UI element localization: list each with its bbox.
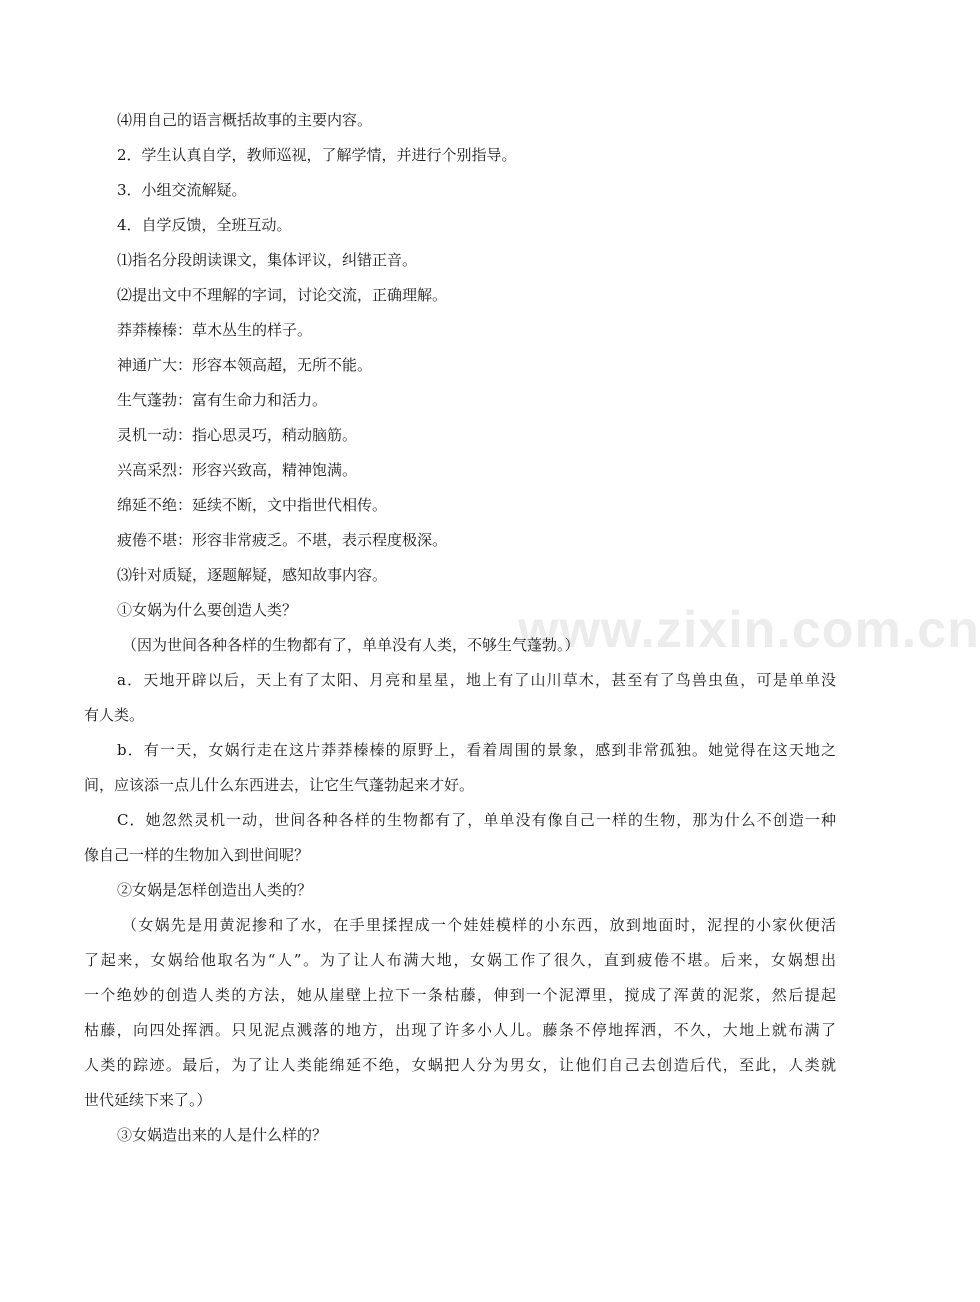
text-line: 人类的踪迹。最后，为了让人类能绵延不绝，女蜗把人分为男女，让他们自己去创造后代，至此，人类就 bbox=[84, 1056, 838, 1074]
text-line: 绵延不绝：延续不断，文中指世代相传。 bbox=[117, 496, 388, 514]
text-line: 灵机一动：指心思灵巧，稍动脑筋。 bbox=[117, 426, 358, 444]
text-line: ①女娲为什么要创造人类？ bbox=[117, 601, 298, 619]
text-line: ⑷用自己的语言概括故事的主要内容。 bbox=[117, 111, 373, 129]
text-line: a．天地开辟以后，天上有了太阳、月亮和星星，地上有了山川草木，甚至有了鸟兽虫鱼，可是单单没 bbox=[117, 671, 838, 689]
text-line: 间，应该添一点儿什么东西进去，让它生气蓬勃起来才好。 bbox=[84, 776, 475, 794]
text-line: 兴高采烈：形容兴致高，精神饱满。 bbox=[117, 461, 358, 479]
text-line: 4．自学反馈，全班互动。 bbox=[117, 216, 292, 234]
text-line: 枯藤，向四处挥洒。只见泥点溅落的地方，出现了许多小人儿。藤条不停地挥洒，不久，大地上就布满了 bbox=[84, 1021, 838, 1039]
text-line: 世代延续下来了。） bbox=[84, 1091, 212, 1109]
text-line: 3．小组交流解疑。 bbox=[117, 181, 247, 199]
text-line: 一个绝妙的创造人类的方法，她从崖壁上拉下一条枯藤，伸到一个泥潭里，搅成了浑黄的泥浆，然后提起 bbox=[84, 986, 838, 1004]
text-line: ②女娲是怎样创造出人类的？ bbox=[117, 881, 313, 899]
text-line: 生气蓬勃：富有生命力和活力。 bbox=[117, 391, 328, 409]
text-line: （因为世间各种各样的生物都有了，单单没有人类，不够生气蓬勃。） bbox=[122, 636, 580, 654]
text-line: 有人类。 bbox=[84, 706, 145, 724]
text-line: C．她忽然灵机一动，世间各种各样的生物都有了，单单没有像自己一样的生物，那为什么不创造一种 bbox=[117, 811, 838, 829]
text-line: ⑵提出文中不理解的字词，讨论交流，正确理解。 bbox=[117, 286, 448, 304]
text-line: 2．学生认真自学，教师巡视，了解学情，并进行个别指导。 bbox=[117, 146, 517, 164]
text-line: 神通广大：形容本领高超，无所不能。 bbox=[117, 356, 373, 374]
text-line: （女娲先是用黄泥掺和了水，在手里揉捏成一个娃娃模样的小东西，放到地面时，泥捏的小家伙便活 bbox=[122, 916, 838, 934]
text-line: ⑶针对质疑，逐题解疑，感知故事内容。 bbox=[117, 566, 388, 584]
watermark: www.zixin.com.cn bbox=[518, 601, 980, 659]
text-line: b．有一天，女娲行走在这片莽莽榛榛的原野上，看着周围的景象，感到非常孤独。她觉得在这天地之 bbox=[117, 741, 838, 759]
text-line: 莽莽榛榛：草木丛生的样子。 bbox=[117, 321, 313, 339]
text-line: ③女娲造出来的人是什么样的？ bbox=[117, 1126, 328, 1144]
text-line: 像自己一样的生物加入到世间呢？ bbox=[84, 846, 310, 864]
text-line: ⑴指名分段朗读课文，集体评议，纠错正音。 bbox=[117, 251, 418, 269]
text-line: 了起来，女娲给他取名为“人”。为了让人布满大地，女娲工作了很久，直到疲倦不堪。后来，女娲想出 bbox=[84, 951, 838, 969]
text-line: 疲倦不堪：形容非常疲乏。不堪，表示程度极深。 bbox=[117, 531, 448, 549]
